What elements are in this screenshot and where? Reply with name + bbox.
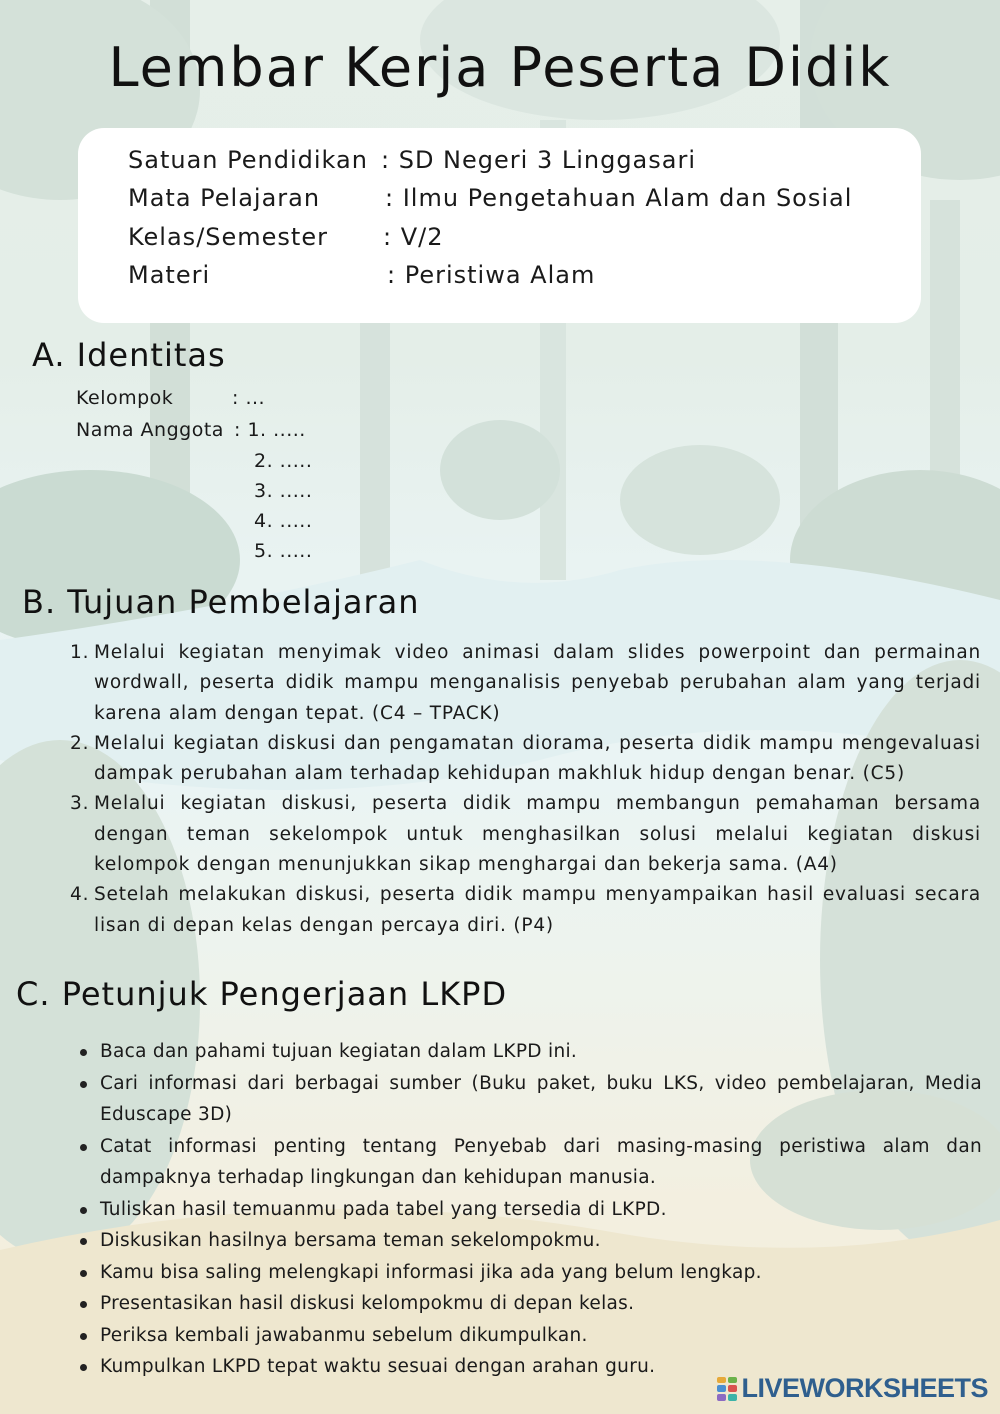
goal-number: 1. <box>70 642 90 663</box>
goal-number: 3. <box>70 793 90 815</box>
instruction-item: Kumpulkan LKPD tepat waktu sesuai dengan arahan guru. <box>78 1351 982 1383</box>
instruction-item: Cari informasi dari berbagai sumber (Buku paket, buku LKS, video pembelajaran, Media Eduscape 3D) <box>78 1068 982 1131</box>
info-label: Satuan Pendidikan <box>128 146 368 174</box>
anggota-field-4[interactable]: 4. ..... <box>254 510 313 532</box>
info-value: : SD Negeri 3 Linggasari <box>381 146 697 174</box>
instruction-item: Catat informasi penting tentang Penyebab dari masing-masing peristiwa alam dan dampaknya terhadap lingkungan dan kehidupan manusia. <box>78 1131 982 1194</box>
info-label: Mata Pelajaran <box>128 184 321 212</box>
goal-item <box>70 880 981 941</box>
goal-number: 4. <box>70 884 90 906</box>
page-title: Lembar Kerja Peserta Didik <box>108 36 892 99</box>
section-b-title: B. Tujuan Pembelajaran <box>22 583 420 621</box>
kelompok-value[interactable]: : ... <box>232 387 266 409</box>
instruction-item: Baca dan pahami tujuan kegiatan dalam LKPD ini. <box>78 1036 982 1068</box>
instruction-list <box>78 1036 982 1383</box>
info-label: Materi <box>128 261 211 289</box>
info-value: : Ilmu Pengetahuan Alam dan Sosial <box>385 184 853 212</box>
instruction-item: Diskusikan hasilnya bersama teman sekelompokmu. <box>78 1225 982 1257</box>
anggota-label: Nama Anggota <box>76 419 224 441</box>
section-a-title: A. Identitas <box>32 336 226 374</box>
info-label: Kelas/Semester <box>128 223 328 251</box>
instruction-item: Tuliskan hasil temuanmu pada tabel yang tersedia di LKPD. <box>78 1194 982 1226</box>
goal-number: 2. <box>70 732 90 754</box>
section-c-title: C. Petunjuk Pengerjaan LKPD <box>16 975 508 1013</box>
goal-item <box>70 789 981 880</box>
info-card <box>78 128 921 323</box>
liveworksheets-logo-icon <box>717 1377 737 1401</box>
instruction-item: Kamu bisa saling melengkapi informasi jika ada yang belum lengkap. <box>78 1257 982 1289</box>
info-value: : V/2 <box>383 223 444 251</box>
anggota-field-5[interactable]: 5. ..... <box>254 540 313 562</box>
info-value: : Peristiwa Alam <box>387 261 596 289</box>
liveworksheets-brand[interactable] <box>717 1373 988 1404</box>
anggota-field-2[interactable]: 2. ..... <box>254 450 313 472</box>
goal-text: Melalui kegiatan diskusi dan pengamatan diorama, peserta didik mampu mengevaluasi dampak perubahan alam terhadap kehidupan makhluk hidup dengan benar. (C5) <box>94 732 981 785</box>
goal-text: Melalui kegiatan menyimak video animasi dalam slides powerpoint dan permainan wordwall, peserta didik mampu menganalisis penyebab perubahan alam yang terjadi karena alam dengan tepat. (C4 – TPACK) <box>94 642 981 724</box>
anggota-field-3[interactable]: 3. ..... <box>254 480 313 502</box>
kelompok-label: Kelompok <box>76 387 174 409</box>
goal-text: Setelah melakukan diskusi, peserta didik mampu menyampaikan hasil evaluasi secara lisan di depan kelas dengan percaya diri. (P4) <box>94 884 981 936</box>
instruction-item: Periksa kembali jawabanmu sebelum dikumpulkan. <box>78 1320 982 1352</box>
brand-name: LIVEWORKSHEETS <box>741 1373 988 1403</box>
anggota-field-1[interactable]: : 1. ..... <box>234 419 306 441</box>
goal-text: Melalui kegiatan diskusi, peserta didik mampu membangun pemahaman bersama dengan teman sekelompok untuk menghasilkan solusi melalui kegiatan diskusi kelompok dengan menunjukkan sikap menghargai dan bekerja sama. (A4) <box>94 793 981 876</box>
goal-item <box>70 729 981 790</box>
goal-item <box>70 638 981 729</box>
instruction-item: Presentasikan hasil diskusi kelompokmu di depan kelas. <box>78 1288 982 1320</box>
goal-list <box>70 638 981 941</box>
